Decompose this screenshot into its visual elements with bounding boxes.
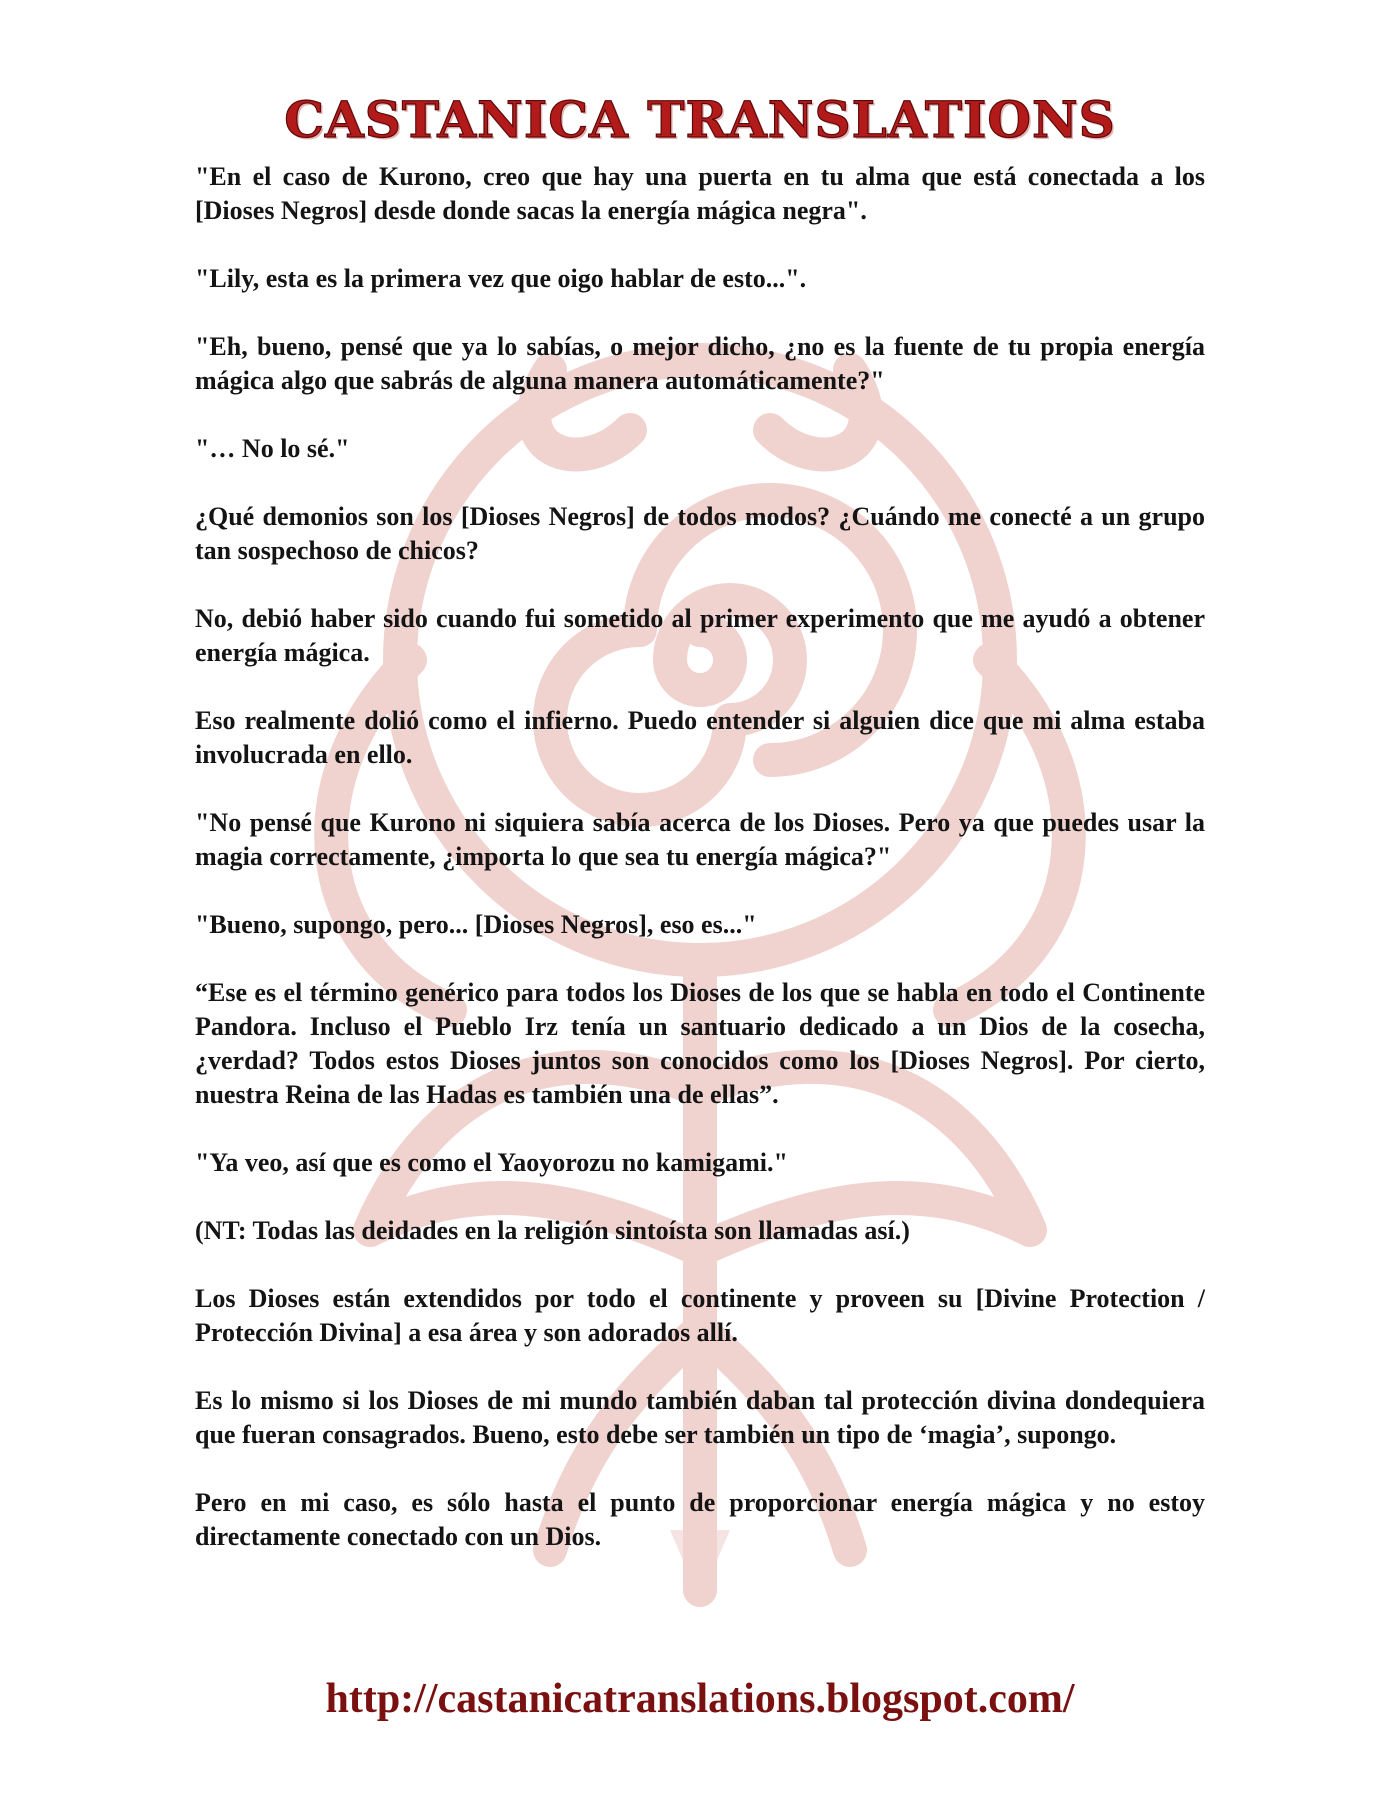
paragraph: Pero en mi caso, es sólo hasta el punto de proporcionar energía mágica y no estoy directamente conectado con un Dios. [195,1488,1205,1551]
paragraph: No, debió haber sido cuando fui sometido al primer experimento que me ayudó a obtener energía mágica. [195,604,1205,667]
paragraph: (NT: Todas las deidades en la religión sintoísta son llamadas así.) [195,1216,910,1245]
paragraph: "No pensé que Kurono ni siquiera sabía acerca de los Dioses. Pero ya que puedes usar la magia correctamente, ¿importa lo que sea tu energía mágica?" [195,808,1205,871]
document-body [195,160,1205,1588]
paragraph: Eso realmente dolió como el infierno. Puedo entender si alguien dice que mi alma estaba involucrada en ello. [195,706,1205,769]
paragraph: Los Dioses están extendidos por todo el continente y proveen su [Divine Protection / Protección Divina] a esa área y son adorados allí. [195,1284,1205,1347]
paragraph: "Eh, bueno, pensé que ya lo sabías, o mejor dicho, ¿no es la fuente de tu propia energía mágica algo que sabrás de alguna manera automáticamente?" [195,332,1205,395]
paragraph: "Bueno, supongo, pero... [Dioses Negros], eso es..." [195,910,757,939]
paragraph: "… No lo sé." [195,434,350,463]
page-header-title: CASTANICA TRANSLATIONS [284,90,1116,149]
paragraph: "Lily, esta es la primera vez que oigo hablar de esto...". [195,264,807,293]
paragraph: Es lo mismo si los Dioses de mi mundo también daban tal protección divina dondequiera que fueran consagrados. Bueno, esto debe ser también un tipo de ‘magia’, supongo. [195,1386,1205,1449]
paragraph: ¿Qué demonios son los [Dioses Negros] de todos modos? ¿Cuándo me conecté a un grupo tan sospechoso de chicos? [195,502,1205,565]
paragraph: "Ya veo, así que es como el Yaoyorozu no kamigami." [195,1148,788,1177]
paragraph: "En el caso de Kurono, creo que hay una puerta en tu alma que está conectada a los [Dioses Negros] desde donde sacas la energía mágica negra". [195,162,1205,225]
footer-url-link[interactable]: http://castanicatranslations.blogspot.com/ [325,1676,1075,1722]
paragraph: “Ese es el término genérico para todos los Dioses de los que se habla en todo el Continente Pandora. Incluso el Pueblo Irz tenía un santuario dedicado a un Dios de la cosecha, ¿verdad? Todos estos Dioses juntos son conocidos como los [Dioses Negros]. Por cierto, nuestra Reina de las Hadas es también una de ellas”. [195,978,1205,1109]
